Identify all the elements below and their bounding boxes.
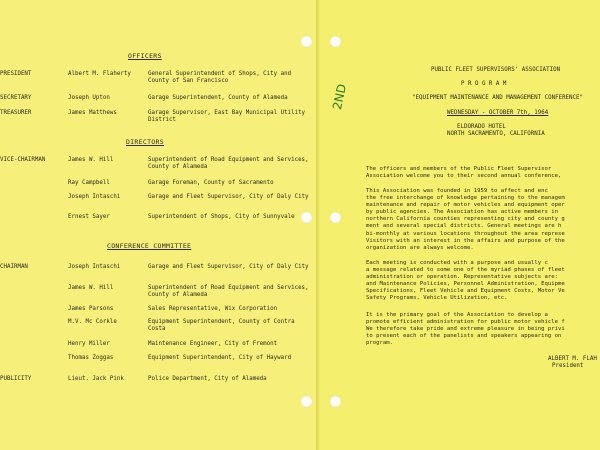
program-heading: P R O G R A M <box>461 81 507 87</box>
committee-title: Police Department, City of Alameda <box>148 376 267 382</box>
director-name: Ernest Sayer <box>68 214 110 220</box>
committee-name: Thomas Zoggas <box>68 355 114 361</box>
director-title: Superintendent of Shops, City of Sunnyvale <box>148 214 295 220</box>
director-title: Garage and Fleet Supervisor, City of Daly City <box>148 194 309 200</box>
committee-name: M.V. Mc Corkle <box>68 319 117 325</box>
officer-role: TREASURER <box>0 110 32 116</box>
committee-role: CHAIRMAN <box>0 264 28 270</box>
directors-heading: DIRECTORS <box>126 138 164 146</box>
committee-name: Henry Miller <box>68 341 110 347</box>
director-name: Ray Campbell <box>68 180 110 186</box>
director-role: VICE-CHAIRMAN <box>0 157 46 163</box>
director-title: Garage Foreman, County of Sacramento <box>148 180 274 186</box>
director-name: Joseph Intaschi <box>68 194 121 200</box>
handwritten-note: 2ND <box>330 82 350 111</box>
signature-title: President <box>552 363 584 369</box>
committee-role: PUBLICITY <box>0 376 32 382</box>
officer-name: Joseph Upton <box>68 95 110 101</box>
conference-title: "EQUIPMENT MAINTENANCE AND MANAGEMENT CONFERENCE" <box>412 95 584 101</box>
director-title: Superintendent of Road Equipment and Services, County of Alameda <box>148 157 309 171</box>
committee-title: Garage and Fleet Supervisor, City of Daly City <box>148 264 309 270</box>
committee-title: Superintendent of Road Equipment and Services, County of Alameda <box>148 285 309 299</box>
venue-location: NORTH SACRAMENTO, CALIFORNIA <box>447 131 545 137</box>
conference-committee-heading: CONFERENCE COMMITTEE <box>107 242 192 250</box>
meetings-paragraph: Each meeting is conducted with a purpose and usually c a message related to some one of the myriad phases of fleet administration or operation. Representative subjects are: and Maintenance Policies, Personnel Administration, Equipme Specifications, Fleet Vehicle and Equipment Costs, Motor Ve Safety Programs, Vehicle Utilization, etc. <box>366 260 565 302</box>
binder-hole <box>301 396 312 407</box>
officer-title: General Superintendent of Shops, City and County of San Francisco <box>148 71 292 85</box>
officer-name: James Matthews <box>68 110 117 116</box>
welcome-paragraph: The officers and members of the Public Fleet Supervisor Association welcome you to their second annual conference, <box>366 166 562 180</box>
officer-title: Garage Superintendent, County of Alameda <box>148 95 288 101</box>
officer-title: Garage Supervisor, East Bay Municipal Utility District <box>148 110 306 124</box>
committee-name: James Parsons <box>68 306 114 312</box>
signature-name: ALBERT M. FLAH <box>548 356 597 362</box>
binder-hole <box>330 212 341 223</box>
officer-role: SECRETARY <box>0 95 32 101</box>
page-gutter <box>316 0 320 450</box>
committee-title: Equipment Superintendent, City of Hayward <box>148 355 292 361</box>
director-name: James W. Hill <box>68 157 114 163</box>
officer-role: PRESIDENT <box>0 71 32 77</box>
binder-hole <box>330 396 341 407</box>
binder-hole <box>330 36 341 47</box>
conference-date: WEDNESDAY - OCTOBER 7th, 1964 <box>447 110 549 116</box>
committee-title: Sales Representative, Wix Corporation <box>148 306 278 312</box>
committee-title: Equipment Superintendent, County of Contra Costa <box>148 319 295 333</box>
committee-name: Joseph Intaschi <box>68 264 121 270</box>
binder-hole <box>301 36 312 47</box>
committee-name: James W. Hill <box>68 285 114 291</box>
goal-paragraph: It is the primary goal of the Association to develop a promote efficient administration for public motor vehicle f We therefore take pride and extreme pleasure in being privi to present each of the panelists and speakers appearing on program. <box>366 312 565 347</box>
officer-name: Albert M. Flaherty <box>68 71 131 77</box>
officers-heading: OFFICERS <box>128 52 162 60</box>
history-paragraph: This Association was founded in 1959 to affect and enc the free interchange of knowledge pertaining to the managem maintenance and repair of motor vehicles and equipment oper by public agencies. The Association has active members in northern California counties representing city and county g ment and several special districts. General meetings are h bi-monthly at various locations throughout the area represe Visitors with an interest in the affairs and purpose of the organization are always welcome. <box>366 188 565 251</box>
association-header: PUBLIC FLEET SUPERVISORS' ASSOCIATION <box>431 67 561 73</box>
committee-title: Maintenance Engineer, City of Fremont <box>148 341 278 347</box>
committee-name: Lieut. Jack Pink <box>68 376 124 382</box>
venue-name: ELDORADO HOTEL <box>457 124 506 130</box>
